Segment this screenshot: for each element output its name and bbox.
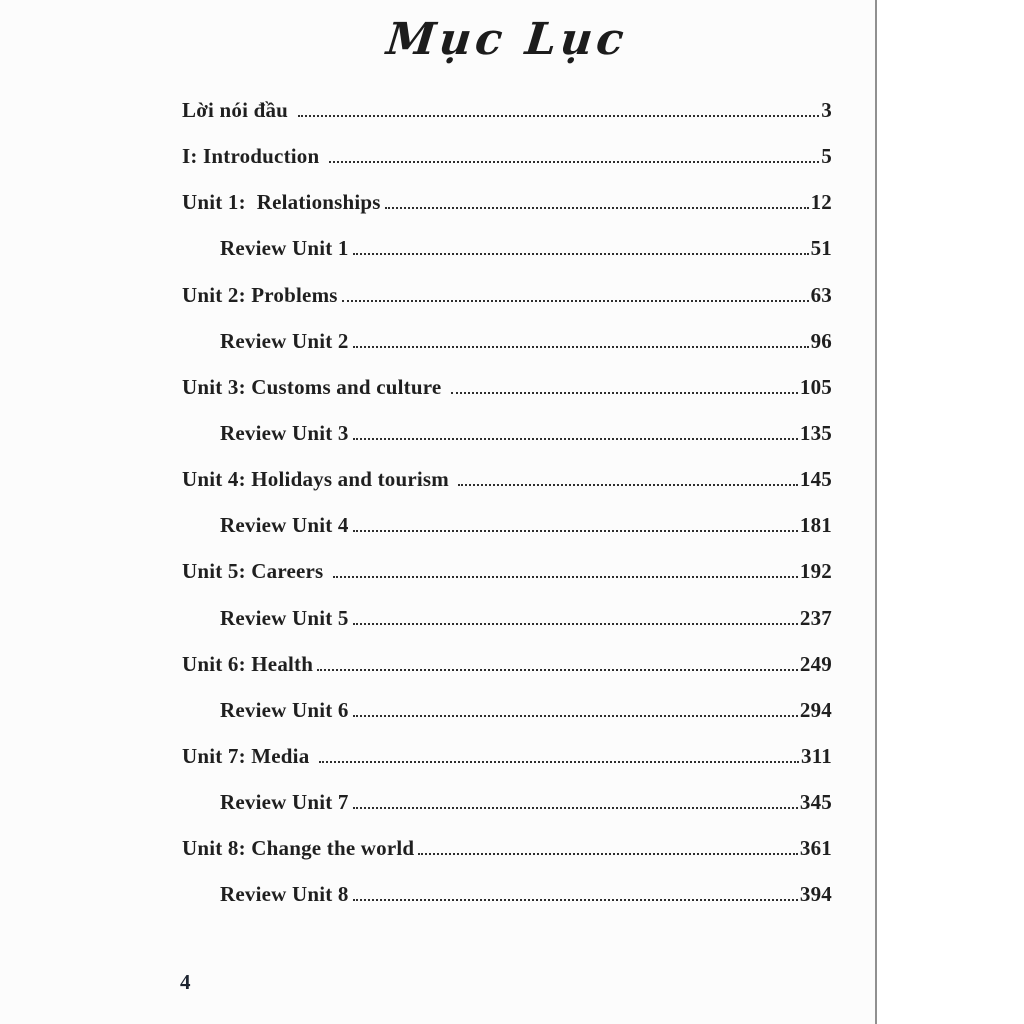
footer-page-number: 4: [180, 970, 191, 994]
toc-entry-page: 181: [799, 513, 832, 538]
toc-list: [182, 87, 832, 918]
toc-entry-label: Review Unit 6: [220, 697, 349, 722]
toc-entry: [182, 456, 832, 502]
toc-entry-label: Review Unit 2: [220, 328, 349, 353]
dotted-leader: [353, 595, 798, 625]
toc-entry-label: Lời nói đầu: [182, 98, 294, 122]
toc-entry-label: Review Unit 1: [220, 236, 349, 261]
toc-entry-label: Unit 7: Media: [182, 743, 315, 768]
toc-entry-page: 294: [799, 697, 832, 722]
toc-entry: [182, 825, 832, 871]
page-title: Mục Lục: [384, 14, 630, 65]
toc-entry-page: 345: [799, 790, 832, 815]
dotted-leader: [353, 502, 798, 532]
toc-entry-page: 311: [801, 743, 832, 768]
toc-entry: [182, 502, 832, 548]
toc-entry: [182, 133, 832, 179]
toc-entry-page: 145: [799, 467, 832, 492]
toc-entry-page: 249: [799, 651, 832, 676]
toc-entry-label: Unit 1: Relationships: [182, 190, 381, 215]
toc-entry-page: 63: [810, 282, 832, 307]
toc-entry: [182, 364, 832, 410]
dotted-leader: [458, 456, 797, 486]
toc-entry: [182, 87, 832, 133]
dotted-leader: [451, 364, 798, 394]
toc-entry-label: Unit 3: Customs and culture: [182, 374, 447, 399]
toc-entry: [182, 595, 832, 641]
toc-entry-label: Review Unit 4: [220, 513, 349, 538]
dotted-leader: [298, 87, 820, 117]
dotted-leader: [342, 272, 809, 302]
dotted-leader: [353, 318, 809, 348]
toc-entry-label: I: Introduction: [182, 144, 325, 169]
dotted-leader: [353, 779, 798, 809]
toc-entry: [182, 179, 832, 225]
toc-entry: [182, 733, 832, 779]
toc-entry-page: 394: [799, 882, 832, 907]
toc-entry-label: Unit 8: Change the world: [182, 836, 415, 861]
toc-entry-page: 192: [799, 559, 832, 584]
toc-entry-label: Review Unit 5: [220, 605, 349, 630]
dotted-leader: [353, 687, 798, 717]
dotted-leader: [353, 410, 798, 440]
toc-entry-page: 3: [821, 98, 832, 122]
toc-entry: [182, 687, 832, 733]
toc-entry-page: 5: [821, 144, 832, 169]
toc-entry-page: 12: [810, 190, 832, 215]
toc-entry-page: 237: [799, 605, 832, 630]
toc-entry-page: 96: [810, 328, 832, 353]
toc-entry-label: Unit 5: Careers: [182, 559, 329, 584]
dotted-leader: [317, 641, 798, 671]
toc-entry: [182, 410, 832, 456]
toc-entry-label: Unit 2: Problems: [182, 282, 338, 307]
dotted-leader: [418, 825, 798, 855]
toc-entry-page: 105: [799, 374, 832, 399]
toc-entry: [182, 272, 832, 318]
toc-entry: [182, 225, 832, 271]
toc-entry-label: Unit 6: Health: [182, 651, 314, 676]
toc-entry-label: Review Unit 7: [220, 790, 349, 815]
toc-entry-label: Review Unit 8: [220, 882, 349, 907]
toc-entry: [182, 779, 832, 825]
toc-entry-page: 51: [810, 236, 832, 261]
dotted-leader: [385, 179, 809, 209]
toc-entry-label: Unit 4: Holidays and tourism: [182, 467, 455, 492]
toc-entry-label: Review Unit 3: [220, 420, 349, 445]
toc-entry: [182, 641, 832, 687]
toc-entry: [182, 318, 832, 364]
dotted-leader: [353, 871, 798, 901]
toc-entry-page: 135: [799, 420, 832, 445]
dotted-leader: [353, 225, 809, 255]
dotted-leader: [333, 548, 798, 578]
toc-entry: [182, 871, 832, 917]
dotted-leader: [329, 133, 819, 163]
toc-entry: [182, 548, 832, 594]
page-edge-rule: [875, 0, 877, 1024]
toc-entry-page: 361: [799, 836, 832, 861]
page-right-margin: [878, 0, 1024, 1024]
dotted-leader: [319, 733, 799, 763]
